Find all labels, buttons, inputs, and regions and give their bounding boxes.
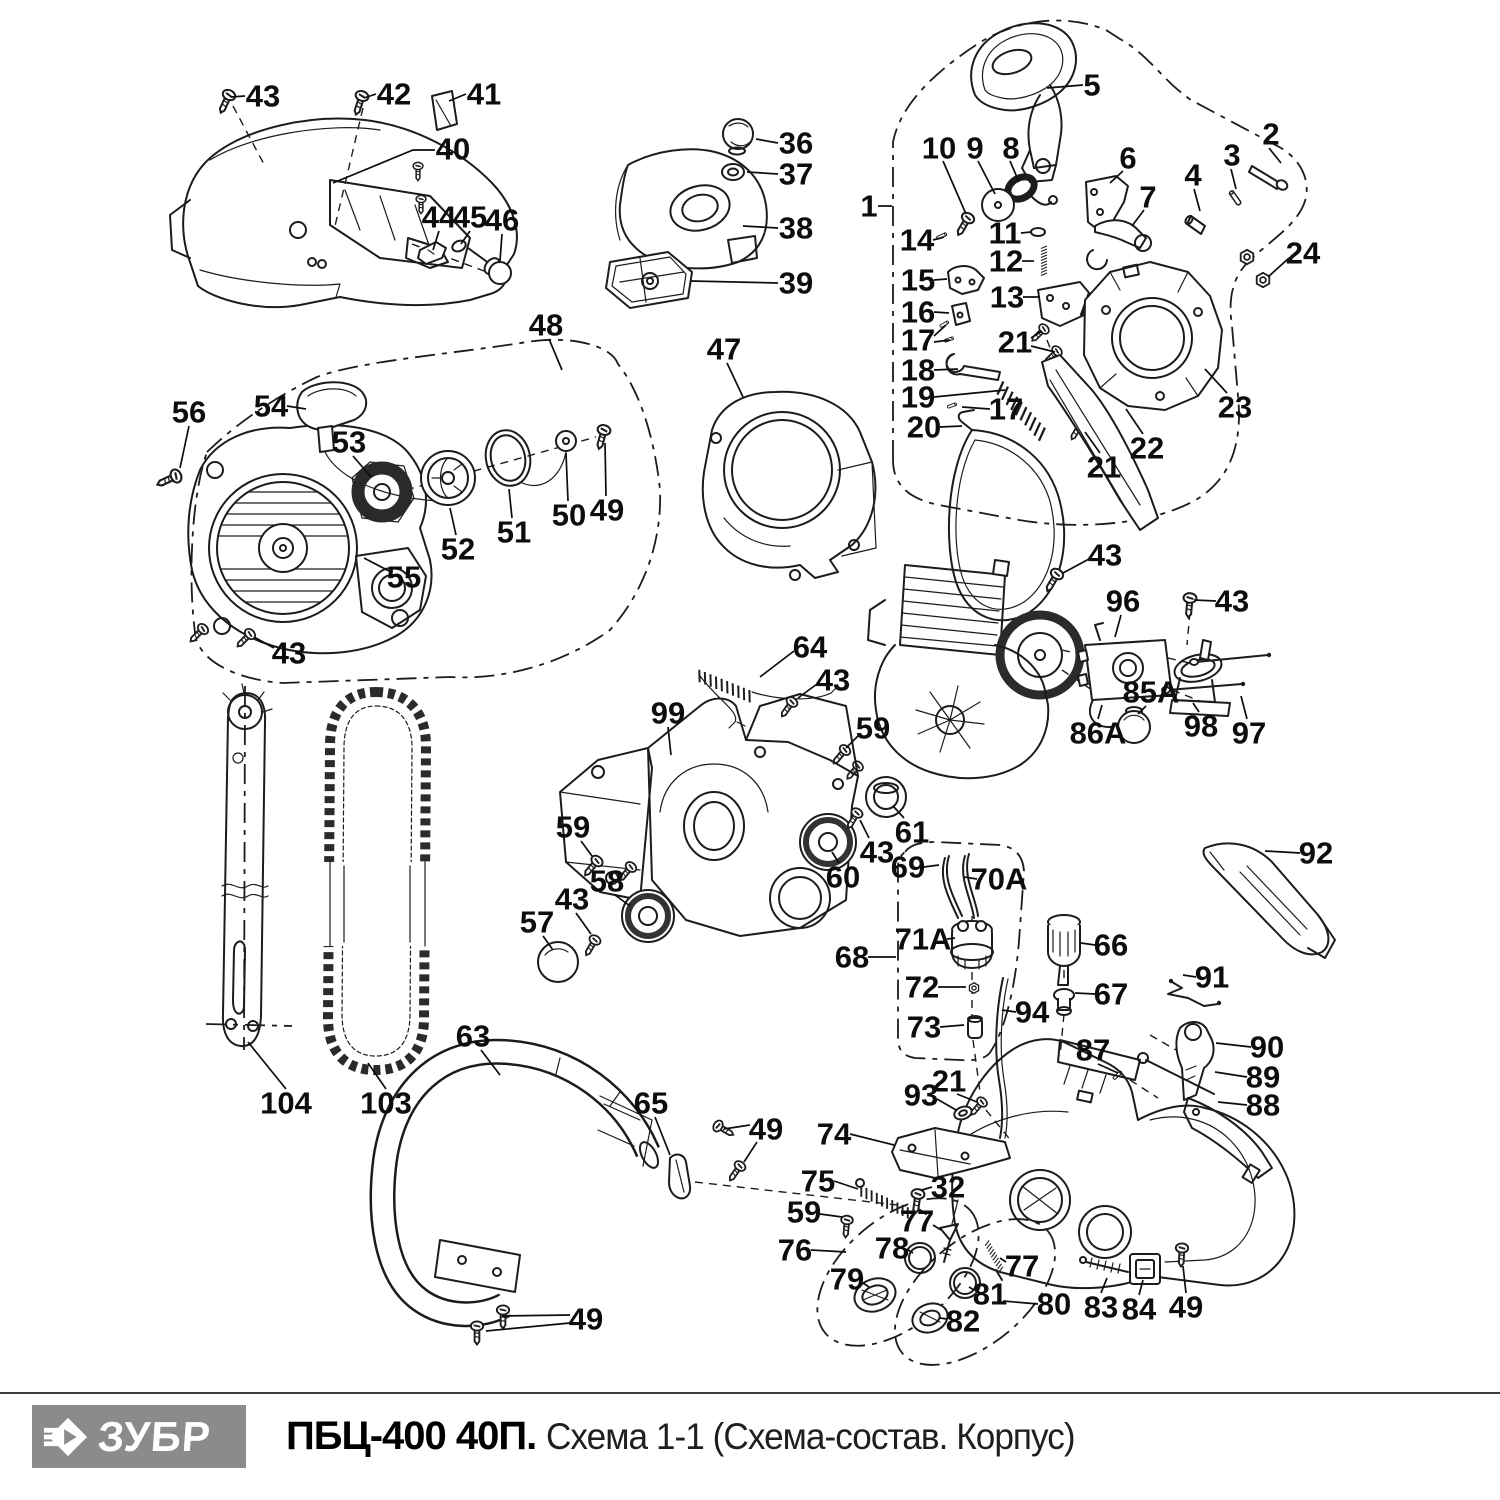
callout-3 — [1223, 138, 1240, 190]
part-41-plate — [432, 91, 457, 130]
callout-14 — [900, 223, 944, 258]
callout-number: 104 — [260, 1085, 312, 1121]
callout-51 — [497, 489, 531, 550]
part-90-throttle-trigger — [1176, 1022, 1213, 1100]
screw-42 — [350, 89, 370, 116]
callout-59 — [787, 1195, 842, 1230]
footer-divider — [0, 1392, 1500, 1394]
callout-number: 58 — [589, 863, 625, 899]
callout-37 — [747, 157, 813, 192]
part-46-choke-rod — [468, 248, 511, 284]
callout-number: 39 — [778, 265, 814, 301]
callout-49 — [1169, 1266, 1203, 1325]
callout-leader-line — [1021, 232, 1031, 233]
callout-4 — [1184, 158, 1202, 212]
callout-1 — [860, 189, 892, 224]
callout-number: 65 — [633, 1085, 669, 1121]
callout-number: 73 — [906, 1009, 942, 1045]
callout-22 — [1126, 409, 1164, 466]
callout-number: 90 — [1249, 1029, 1285, 1065]
callout-number: 98 — [1183, 708, 1219, 744]
part-51-ring — [481, 426, 566, 490]
part-52-pulley — [421, 451, 475, 505]
part-37-washer — [722, 164, 744, 180]
callout-leader-line — [1218, 1102, 1247, 1105]
callout-number: 72 — [904, 969, 940, 1005]
callout-96 — [1106, 584, 1140, 638]
screw-43-engine — [1042, 567, 1065, 595]
callout-number: 43 — [554, 881, 590, 917]
callout-number: 22 — [1129, 430, 1165, 466]
callout-number: 86A — [1069, 715, 1127, 751]
callout-leader-line — [180, 426, 189, 468]
boundary-oil-cap-kit — [791, 1170, 1006, 1375]
callout-number: 99 — [650, 695, 686, 731]
part-15-bracket — [948, 266, 984, 294]
callout-number: 93 — [903, 1077, 939, 1113]
callout-leader-line — [1075, 993, 1095, 994]
callout-58 — [590, 864, 630, 907]
callout-number: 67 — [1093, 976, 1129, 1012]
callout-number: 37 — [778, 156, 814, 192]
callout-number: 78 — [874, 1230, 910, 1266]
callout-43 — [555, 882, 591, 935]
part-93-grommet — [952, 1104, 973, 1121]
callout-number: 42 — [376, 76, 412, 112]
callout-number: 76 — [777, 1232, 813, 1268]
callout-number: 84 — [1121, 1291, 1157, 1327]
part-67-grommet — [1054, 989, 1074, 1015]
screws-49-handle — [471, 1119, 747, 1345]
callout-number: 68 — [834, 939, 870, 975]
callout-2 — [1262, 117, 1281, 164]
callout-leader-line — [727, 363, 743, 397]
callout-number: 75 — [800, 1163, 836, 1199]
callout-number: 16 — [900, 294, 936, 330]
callout-59 — [556, 810, 592, 857]
callout-number: 7 — [1139, 179, 1157, 215]
callout-number: 69 — [890, 849, 926, 885]
callout-66 — [1081, 928, 1128, 963]
callout-44 — [422, 200, 457, 251]
callout-40 — [333, 132, 470, 184]
callout-number: 49 — [748, 1111, 784, 1147]
callout-leader-line — [364, 558, 389, 571]
callout-number: 85A — [1122, 674, 1180, 710]
callout-72 — [905, 970, 966, 1005]
callout-number: 79 — [829, 1261, 865, 1297]
callout-number: 61 — [894, 814, 930, 850]
callout-9 — [966, 131, 995, 195]
callout-73 — [907, 1010, 964, 1045]
part-56-screw — [155, 468, 184, 491]
part-61-grommet — [866, 777, 906, 817]
callout-number: 41 — [466, 76, 502, 112]
part-39-filter — [606, 252, 692, 308]
callout-leader-line — [760, 651, 794, 677]
callout-number: 83 — [1083, 1289, 1119, 1325]
part-47-fan-housing — [703, 392, 876, 580]
callout-69 — [891, 850, 939, 885]
callout-number: 6 — [1119, 140, 1137, 176]
callout-number: 51 — [496, 514, 532, 550]
part-44-latch — [418, 242, 446, 264]
callout-7 — [1132, 180, 1157, 227]
callout-78 — [875, 1231, 913, 1266]
callout-number: 57 — [519, 904, 555, 940]
part-12-spring — [1041, 246, 1047, 276]
callout-leader-line — [502, 1315, 570, 1316]
callout-number: 14 — [899, 222, 935, 258]
callout-number: 20 — [906, 409, 942, 445]
doc-title-schema: Схема 1-1 (Схема-состав. Корпус) — [546, 1416, 1075, 1457]
part-78-ring — [905, 1243, 935, 1273]
callout-leader-line — [934, 312, 949, 313]
callout-number: 63 — [455, 1018, 491, 1054]
callout-number: 94 — [1014, 994, 1050, 1030]
part-11-washer — [1031, 228, 1045, 236]
callout-number: 3 — [1223, 137, 1241, 173]
zubr-logo — [32, 1405, 246, 1468]
callout-leader-line — [248, 1042, 286, 1089]
callout-number: 49 — [1168, 1289, 1204, 1325]
callout-68 — [835, 940, 896, 975]
callout-number: 1 — [860, 188, 878, 224]
callout-leader-line — [231, 96, 245, 97]
callout-leader-line — [605, 443, 606, 496]
doc-title-model: ПБЦ-400 40П. — [286, 1414, 537, 1458]
part-16-block — [952, 303, 970, 325]
callout-leader-line — [566, 453, 568, 501]
callout-number: 97 — [1231, 715, 1267, 751]
callout-number: 40 — [435, 131, 471, 167]
callout-24 — [1268, 236, 1321, 278]
callout-number: 53 — [331, 424, 367, 460]
callout-number: 43 — [1087, 537, 1123, 573]
callout-number: 71A — [894, 921, 952, 957]
callout-number: 43 — [1214, 583, 1250, 619]
part-10-screw — [953, 211, 976, 239]
callout-number: 80 — [1036, 1286, 1072, 1322]
callout-8 — [1002, 131, 1019, 183]
callout-57 — [520, 905, 554, 951]
callout-number: 103 — [360, 1085, 412, 1121]
callout-number: 45 — [452, 199, 488, 235]
screw-43-intake — [1182, 593, 1197, 618]
callout-number: 18 — [900, 352, 936, 388]
callout-leader-line — [934, 279, 947, 280]
callout-number: 77 — [1004, 1248, 1040, 1284]
callout-leader-line — [924, 865, 939, 867]
callout-23 — [1205, 369, 1252, 425]
callout-number: 50 — [551, 497, 587, 533]
callout-leader-line — [1063, 559, 1089, 573]
callout-17 — [962, 392, 1023, 427]
callout-leader-line — [811, 1250, 846, 1252]
callout-50 — [552, 453, 586, 533]
callout-number: 17 — [900, 322, 936, 358]
callout-leader-line — [500, 234, 502, 261]
part-air-cover — [616, 149, 767, 268]
part-5-hand-guard — [971, 23, 1076, 182]
callout-number: 46 — [484, 202, 520, 238]
callout-number: 49 — [568, 1301, 604, 1337]
part-36-knob — [723, 119, 753, 155]
callout-number: 19 — [900, 379, 936, 415]
callout-number: 13 — [989, 279, 1025, 315]
callout-number: 59 — [855, 710, 891, 746]
callout-number: 92 — [1298, 835, 1334, 871]
callout-number: 9 — [966, 130, 984, 166]
part-13-plate — [1038, 282, 1090, 326]
part-55-starter-housing — [188, 425, 431, 653]
callout-number: 70A — [970, 861, 1028, 897]
callout-number: 21 — [997, 324, 1033, 360]
part-50-washer — [556, 431, 576, 451]
callout-leader-line — [940, 426, 962, 427]
part-57-cap — [538, 942, 578, 982]
callout-41 — [449, 77, 501, 112]
zubr-logo-icon — [42, 1411, 94, 1463]
callout-leader-line — [549, 339, 562, 370]
callout-number: 48 — [528, 307, 564, 343]
callout-80 — [1003, 1287, 1071, 1322]
screw-43-top — [215, 88, 237, 116]
callout-leader-line — [655, 1117, 670, 1155]
callout-15 — [901, 263, 947, 298]
callout-48 — [529, 308, 563, 371]
callout-86A — [1070, 705, 1127, 751]
callout-85A — [1123, 675, 1180, 715]
part-73-filter — [968, 1016, 982, 1038]
callout-number: 47 — [706, 331, 742, 367]
callout-47 — [707, 332, 743, 398]
callout-number: 43 — [859, 834, 895, 870]
callout-number: 66 — [1093, 927, 1129, 963]
callout-39 — [691, 266, 813, 301]
callout-number: 88 — [1245, 1087, 1281, 1123]
callout-98 — [1184, 703, 1218, 744]
callout-number: 43 — [271, 635, 307, 671]
callout-number: 38 — [778, 210, 814, 246]
part-24-nuts — [1241, 250, 1270, 287]
callout-10 — [922, 131, 966, 215]
callout-leader-line — [978, 161, 995, 194]
callout-number: 11 — [988, 215, 1022, 251]
callout-leader-line — [1216, 1043, 1251, 1047]
part-65-grip-pad — [669, 1155, 690, 1199]
callout-number: 15 — [900, 262, 936, 298]
callout-number: 2 — [1262, 116, 1280, 152]
callout-number: 96 — [1105, 583, 1141, 619]
callout-70A — [964, 862, 1027, 897]
callout-97 — [1232, 696, 1266, 751]
doc-title — [286, 1414, 1103, 1459]
callout-number: 8 — [1002, 130, 1020, 166]
callout-52 — [441, 508, 475, 567]
callout-leader-line — [1003, 1301, 1038, 1304]
callout-79 — [830, 1262, 869, 1297]
callout-leader-line — [937, 1099, 956, 1110]
callout-67 — [1075, 977, 1128, 1012]
callout-43 — [1063, 538, 1122, 574]
callout-36 — [756, 126, 813, 161]
part-104-guide-bar — [222, 684, 272, 1046]
callout-94 — [1002, 995, 1050, 1030]
callout-59 — [846, 711, 890, 749]
callout-leader-line — [486, 1323, 570, 1331]
callout-number: 82 — [945, 1303, 981, 1339]
callout-88 — [1218, 1088, 1280, 1123]
callout-56 — [172, 395, 206, 469]
callout-number: 24 — [1285, 235, 1321, 271]
callout-number: 59 — [555, 809, 591, 845]
callout-number: 43 — [245, 78, 281, 114]
part-45-grommet — [451, 239, 468, 254]
part-18-pawl — [947, 354, 1000, 380]
callout-number: 55 — [386, 559, 422, 595]
callout-number: 21 — [1086, 449, 1122, 485]
callout-number: 43 — [815, 662, 851, 698]
callout-number: 32 — [930, 1169, 966, 1205]
callout-number: 36 — [778, 125, 814, 161]
callout-82 — [940, 1304, 980, 1339]
callout-number: 81 — [972, 1276, 1008, 1312]
callout-number: 23 — [1217, 389, 1253, 425]
part-23-clutch-cover — [1084, 262, 1222, 410]
part-7-lever — [1087, 220, 1151, 269]
zubr-logo-text: ЗУБР — [96, 1412, 213, 1460]
callout-43 — [798, 663, 850, 699]
callout-91 — [1183, 960, 1229, 995]
callout-number: 87 — [1075, 1032, 1111, 1068]
callout-number: 60 — [825, 859, 861, 895]
screw-43-64 — [777, 695, 799, 720]
callout-number: 56 — [171, 394, 207, 430]
callout-42 — [364, 77, 411, 112]
callout-43 — [1194, 584, 1249, 619]
callout-84 — [1122, 1280, 1157, 1327]
part-2-bolt — [1249, 166, 1289, 192]
part-58-damper — [622, 890, 674, 942]
callout-13 — [990, 280, 1040, 315]
part-77-clips — [940, 1224, 1004, 1280]
callout-number: 89 — [1245, 1059, 1281, 1095]
callout-61 — [893, 806, 929, 850]
part-72-nut — [969, 983, 978, 993]
callout-99 — [651, 696, 685, 756]
callout-number: 52 — [440, 531, 476, 567]
callout-number: 12 — [988, 243, 1024, 279]
callout-leader-line — [820, 1214, 842, 1217]
callout-number: 77 — [899, 1203, 935, 1239]
callout-leader-line — [934, 369, 958, 370]
callout-49 — [724, 1112, 783, 1163]
callout-53 — [332, 425, 371, 478]
callout-leader-line — [691, 281, 778, 283]
callout-number: 5 — [1083, 67, 1101, 103]
callout-leader-line — [743, 226, 778, 228]
callout-12 — [989, 244, 1034, 279]
callout-leader-line — [756, 139, 778, 143]
callout-71A — [895, 922, 955, 957]
callout-number: 17 — [988, 391, 1024, 427]
part-99-crankcase — [560, 694, 861, 936]
callout-leader-line — [1265, 851, 1300, 853]
callout-leader-line — [724, 1125, 750, 1129]
assembly-axes — [206, 106, 1200, 1206]
callout-number: 21 — [931, 1063, 967, 1099]
part-43-screws-starter — [186, 622, 257, 651]
callout-leader-line — [834, 1181, 858, 1189]
callout-38 — [743, 211, 813, 246]
part-3-pin — [1229, 190, 1242, 205]
callout-leader-line — [1215, 1072, 1247, 1077]
part-4-bushing — [1184, 215, 1205, 234]
callout-number: 44 — [421, 199, 457, 235]
callout-43 — [860, 820, 894, 870]
callout-74 — [817, 1117, 894, 1152]
part-63-front-handle — [383, 1052, 662, 1314]
callout-leader-line — [962, 407, 990, 409]
callout-104 — [248, 1042, 313, 1121]
part-103-chain — [320, 692, 432, 1070]
callout-number: 64 — [792, 629, 828, 665]
callout-49 — [590, 443, 624, 528]
callout-leader-line — [1194, 600, 1216, 601]
part-84-switch — [1130, 1254, 1160, 1284]
callout-number: 10 — [921, 130, 957, 166]
callout-number: 59 — [786, 1194, 822, 1230]
callout-number: 49 — [589, 492, 625, 528]
callout-43 — [231, 79, 280, 114]
callout-20 — [907, 410, 962, 445]
part-71A-cap — [951, 921, 993, 969]
callout-number: 91 — [1194, 959, 1230, 995]
callout-leader-line — [940, 1025, 964, 1027]
callout-43 — [254, 636, 306, 671]
callout-leader-line — [943, 161, 966, 214]
callout-number: 54 — [253, 388, 289, 424]
callout-leader-line — [850, 1134, 894, 1145]
callout-number: 4 — [1184, 157, 1202, 193]
callout-75 — [801, 1164, 858, 1199]
callout-number: 74 — [816, 1116, 852, 1152]
part-83-spring-rod — [1080, 1257, 1128, 1273]
